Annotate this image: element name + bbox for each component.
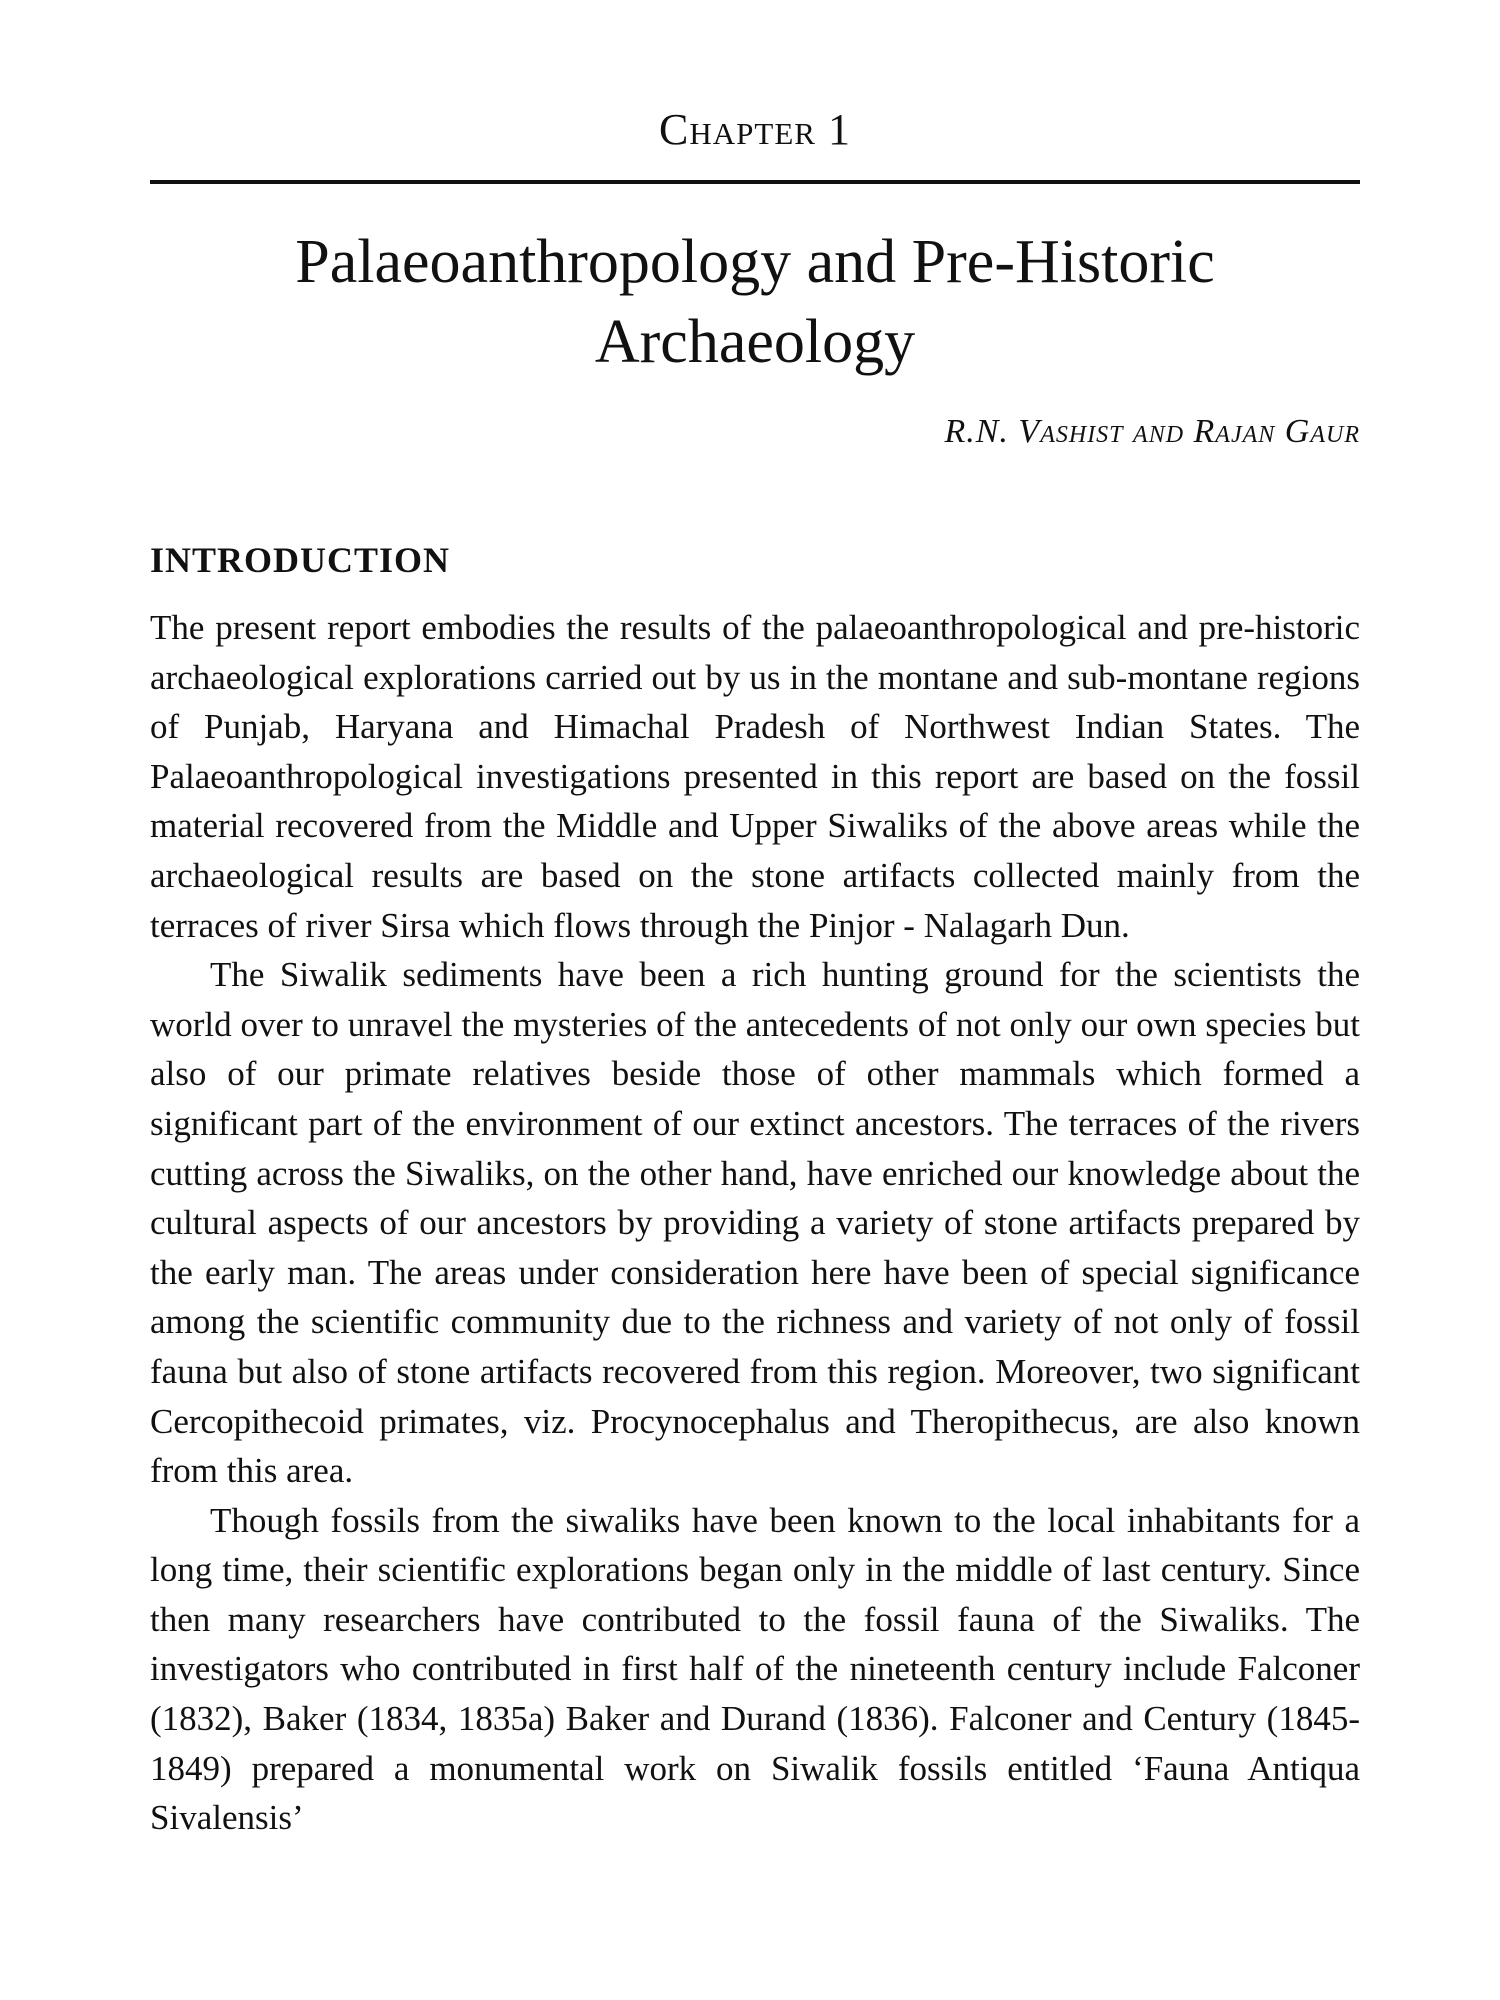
section-body: [150, 603, 1360, 1843]
section-heading: INTRODUCTION: [150, 540, 451, 580]
chapter-title: Palaeoanthropology and Pre-Historic Archaeology: [295, 228, 1215, 376]
body-paragraph: The Siwalik sediments have been a rich hunting ground for the scientists the world over to unravel the mysteries of the antecedents of not only our own species but also of our primate relatives beside those of other mammals which formed a significant part of the environment of our extinct ancestors. The terraces of the rivers cutting across the Siwaliks, on the other hand, have enriched our knowledge about the cultural aspects of our ancestors by providing a variety of stone artifacts prepared by the early man. The areas under consideration here have been of special significance among the scientific community due to the richness and variety of not only of fossil fauna but also of stone artifacts recovered from this region. Moreover, two significant Cercopithecoid primates, viz. Procynocephalus and Theropithecus, are also known from this area.: [150, 955, 1360, 1491]
chapter-label: Chapter 1: [659, 105, 851, 154]
body-paragraph: The present report embodies the results of the palaeoanthropological and pre-historic archaeological explorations carried out by us in the montane and sub-montane regions of Punjab, Haryana and Himachal Pradesh of Northwest Indian States. The Palaeoanthropological investigations presented in this report are based on the fossil material recovered from the Middle and Upper Siwaliks of the above areas while the archaeological results are based on the stone artifacts collected mainly from the terraces of river Sirsa which flows through the Pinjor - Nalagarh Dun.: [150, 608, 1360, 945]
chapter-authors: R.N. Vashist and Rajan Gaur: [944, 413, 1360, 450]
chapter-divider: [150, 180, 1360, 184]
body-paragraph: Though fossils from the siwaliks have been known to the local inhabitants for a long time, their scientific explorations began only in the middle of last century. Since then many researchers have contributed to the fossil fauna of the Siwaliks. The investigators who contributed in first half of the nineteenth century include Falconer (1832), Baker (1834, 1835a) Baker and Durand (1836). Falconer and Century (1845-1849) prepared a monumental work on Siwalik fossils entitled ‘Fauna Antiqua Sivalensis’: [150, 1500, 1360, 1838]
